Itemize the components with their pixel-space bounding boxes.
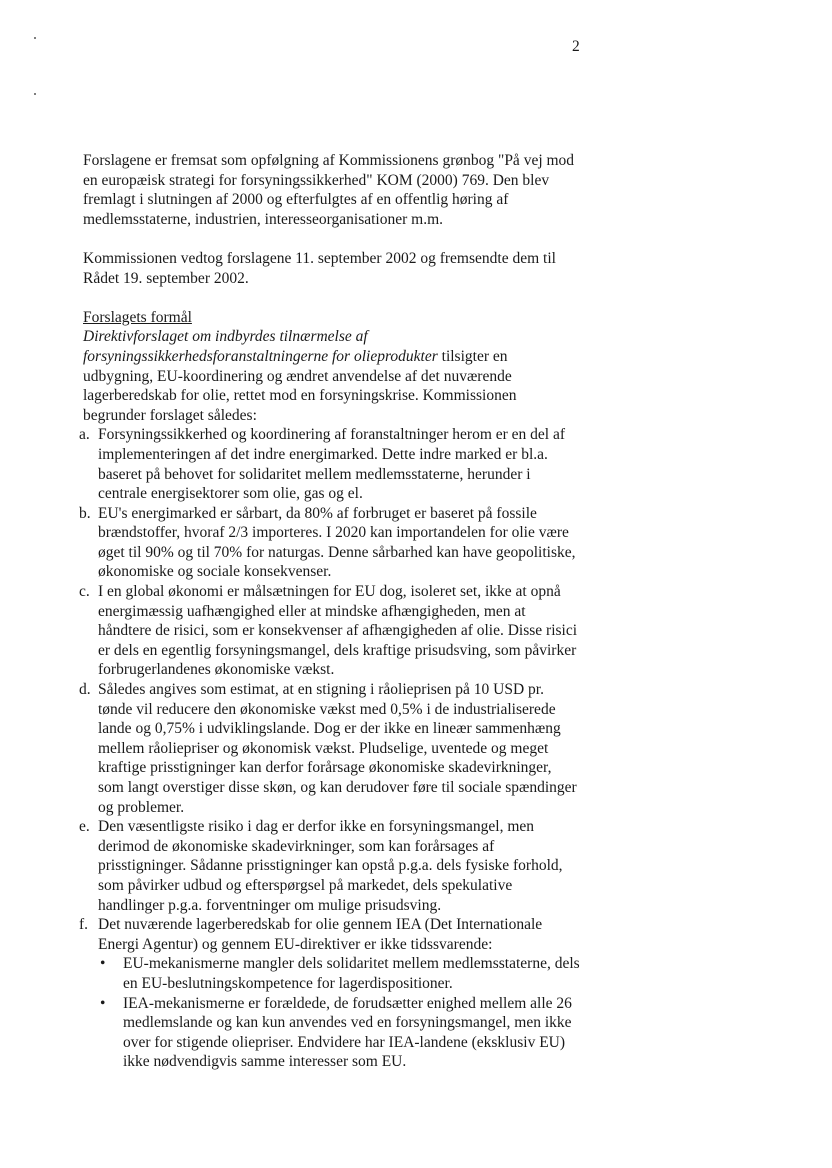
bullet-text: EU-mekanismerne mangler dels solidaritet mellem medlemsstaterne, dels en EU-beslutningskompetence for lagerdispositioner. — [123, 955, 580, 992]
list-item — [79, 582, 581, 680]
list-marker: a. — [79, 426, 90, 444]
list-item — [79, 817, 581, 915]
list-marker: b. — [79, 504, 91, 522]
section-lead-paragraph — [83, 327, 581, 425]
list-text: EU's energimarked er sårbart, da 80% af forbruget er baseret på fossile brændstoffer, hvoraf 2/3 importeres. I 2020 kan importandelen for olie være øget til 90% og til 70% for naturgas. Denne sårbarhed kan have geopolitiske, økonomiske og sociale konsekvenser. — [98, 504, 576, 581]
list-marker: c. — [79, 583, 90, 601]
bullet-icon: • — [100, 955, 106, 973]
list-text: Den væsentligste risiko i dag er derfor ikke en forsyningsmangel, men derimod de økonomiske skadevirkninger, som kan forårsages af prisstigninger. Sådanne prisstigninger kan opstå p.g.a. dels fysiske forhold, som påvirker udbud og efterspørgsel på markedet, dels spekulative handlinger p.g.a. forventninger om mulige prisudsving. — [98, 818, 563, 914]
list-item — [79, 915, 581, 954]
list-marker: e. — [79, 818, 90, 836]
document-body — [79, 151, 581, 1072]
justification-list — [79, 425, 581, 954]
bullet-icon: • — [100, 994, 106, 1012]
paragraph-gap — [83, 288, 581, 308]
list-marker: d. — [79, 681, 91, 699]
lead-text: tilsigter en udbygning, EU-koordinering og ændret anvendelse af det nuværende lagerberedskab for olie, rettet mod en forsyningskrise. Kommissionen begrunder forslaget således: — [83, 347, 517, 424]
list-text: Forsyningssikkerhed og koordinering af foranstaltninger herom er en del af implementeringen af det indre energimarked. Dette indre marked er bl.a. baseret på behovet for solidaritet mellem medlemsstaterne, herunder i centrale energisektorer som olie, gas og el. — [98, 426, 566, 503]
list-text: I en global økonomi er målsætningen for EU dog, isoleret set, ikke at opnå energimæssig uafhængighed eller at mindske afhængigheden, men at håndtere de risici, som er konsekvenser af afhængigheden af olie. Disse risici er dels en egentlig forsyningsmangel, dels kraftige prisudsving, som påvirker forbrugerlandenes økonomiske vækst. — [98, 583, 578, 679]
bullet-item — [98, 994, 581, 1072]
scan-speck — [34, 93, 36, 95]
list-text: Det nuværende lagerberedskab for olie gennem IEA (Det Internationale Energi Agentur) og gennem EU-direktiver er ikke tidssvarende: — [98, 916, 543, 953]
bullet-item — [98, 954, 581, 993]
intro-paragraph: Forslagene er fremsat som opfølgning af Kommissionens grønbog "På vej mod en europæisk strategi for forsyningssikkerhed" KOM (2000) 769. Den blev fremlagt i slutningen af 2000 og efterfulgtes af en offentlig høring af medlemsstaterne, industrien, interesseorganisationer m.m. — [83, 152, 575, 228]
page-number: 2 — [572, 38, 580, 55]
list-marker: f. — [79, 916, 89, 934]
bullet-list — [83, 954, 581, 1072]
scan-speck — [34, 37, 36, 39]
list-text: Således angives som estimat, at en stigning i råolieprisen på 10 USD pr. tønde vil reducere den økonomiske vækst med 0,5% i de industrialiserede lande og 0,75% i udviklingslande. Dog er der ikke en lineær sammenhæng mellem råoliepriser og økonomisk vækst. Pludselige, uventede og meget kraftige prisstigninger kan derfor forårsage økonomiske skadevirkninger, som langt overstiger disse skøn, og kan derudover føre til sociale spændinger og problemer. — [98, 681, 577, 816]
list-item — [79, 504, 581, 582]
list-item — [79, 425, 581, 503]
directive-title: Direktivforslaget om indbyrdes tilnærmelse af forsyningssikkerhedsforanstaltningerne for olieprodukter — [83, 328, 438, 365]
bullet-text: IEA-mekanismerne er forældede, de forudsætter enighed mellem alle 26 medlemslande og kan kun anvendes ved en forsyningsmangel, men ikke over for stigende oliepriser. Endvidere har IEA-landene (eksklusiv EU) ikke nødvendigvis samme interesser som EU. — [123, 994, 572, 1071]
paragraph-gap — [83, 229, 581, 249]
section-heading: Forslagets formål — [83, 308, 192, 326]
list-item — [79, 680, 581, 817]
adoption-paragraph: Kommissionen vedtog forslagene 11. september 2002 og fremsendte dem til Rådet 19. september 2002. — [83, 249, 556, 287]
